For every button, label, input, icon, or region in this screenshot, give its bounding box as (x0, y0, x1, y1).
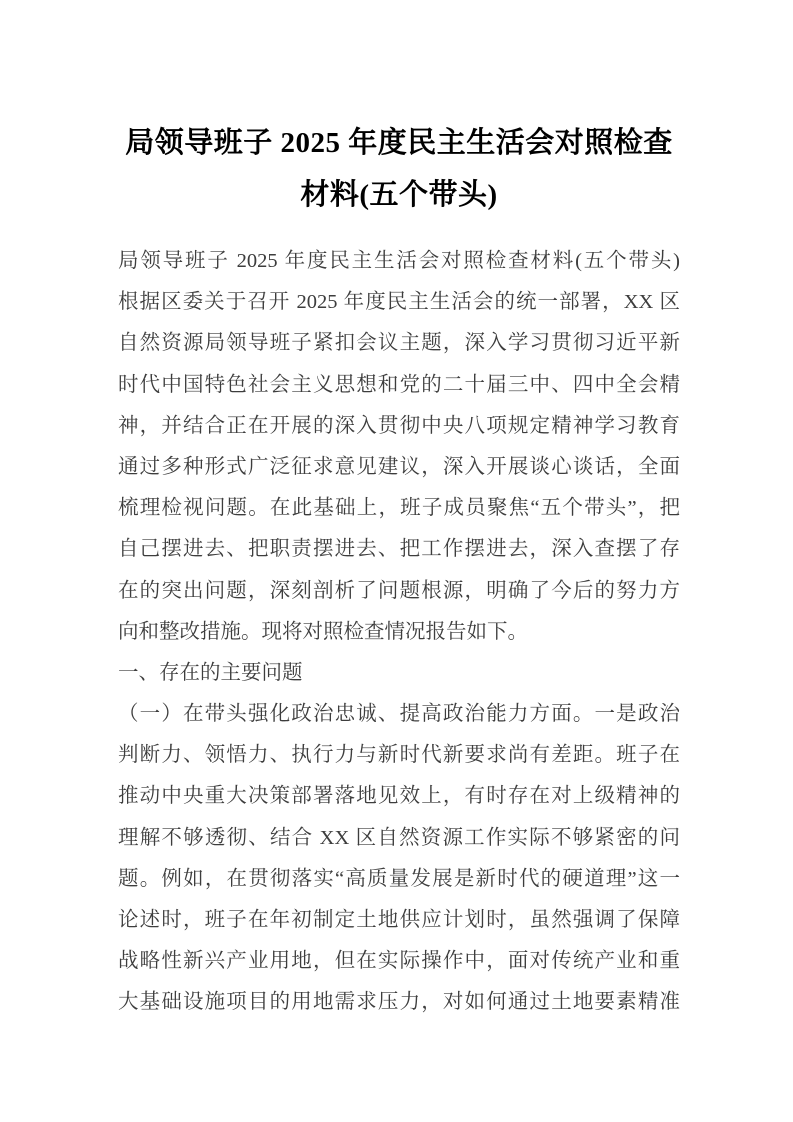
text-line: 局领导班子 2025 年度民主生活会对照检查材料(五个带头) (118, 250, 680, 272)
text-line: 战略性新兴产业用地，但在实际操作中，面对传统产业和重 (118, 950, 680, 973)
title-line-2: 材料(五个带头) (300, 179, 498, 211)
title-line-1: 局领导班子 2025 年度民主生活会对照检查 (125, 127, 673, 159)
text-line: 一、存在的主要问题 (118, 661, 303, 684)
text-line: 论述时，班子在年初制定土地供应计划时，虽然强调了保障 (118, 909, 680, 931)
text-line: 推动中央重大决策部署落地见效上，有时存在对上级精神的 (118, 785, 680, 808)
text-line: 梳理检视问题。在此基础上，班子成员聚焦“五个带头”，把 (118, 497, 680, 520)
document-title (118, 117, 680, 221)
text-line: 神，并结合正在开展的深入贯彻中央八项规定精神学习教育 (118, 414, 680, 437)
body-text (118, 241, 680, 1024)
text-line: 判断力、领悟力、执行力与新时代新要求尚有差距。班子在 (118, 744, 680, 767)
text-line: 通过多种形式广泛征求意见建议，深入开展谈心谈话，全面 (118, 455, 680, 478)
text-line: 时代中国特色社会主义思想和党的二十届三中、四中全会精 (118, 373, 680, 396)
text-line: 根据区委关于召开 2025 年度民主生活会的统一部署，XX 区 (118, 291, 680, 314)
text-line: 题。例如，在贯彻落实“高质量发展是新时代的硬道理”这一 (118, 867, 680, 890)
text-line: 理解不够透彻、结合 XX 区自然资源工作实际不够紧密的问 (118, 826, 680, 849)
text-line: 大基础设施项目的用地需求压力，对如何通过土地要素精准 (118, 991, 680, 1014)
text-line: 自然资源局领导班子紧扣会议主题，深入学习贯彻习近平新 (118, 332, 680, 355)
text-line: 在的突出问题，深刻剖析了问题根源，明确了今后的努力方 (118, 579, 680, 602)
text-line: 向和整改措施。现将对照检查情况报告如下。 (118, 620, 528, 643)
text-line: （一）在带头强化政治忠诚、提高政治能力方面。一是政治 (118, 703, 680, 726)
text-line: 自己摆进去、把职责摆进去、把工作摆进去，深入查摆了存 (118, 538, 680, 561)
